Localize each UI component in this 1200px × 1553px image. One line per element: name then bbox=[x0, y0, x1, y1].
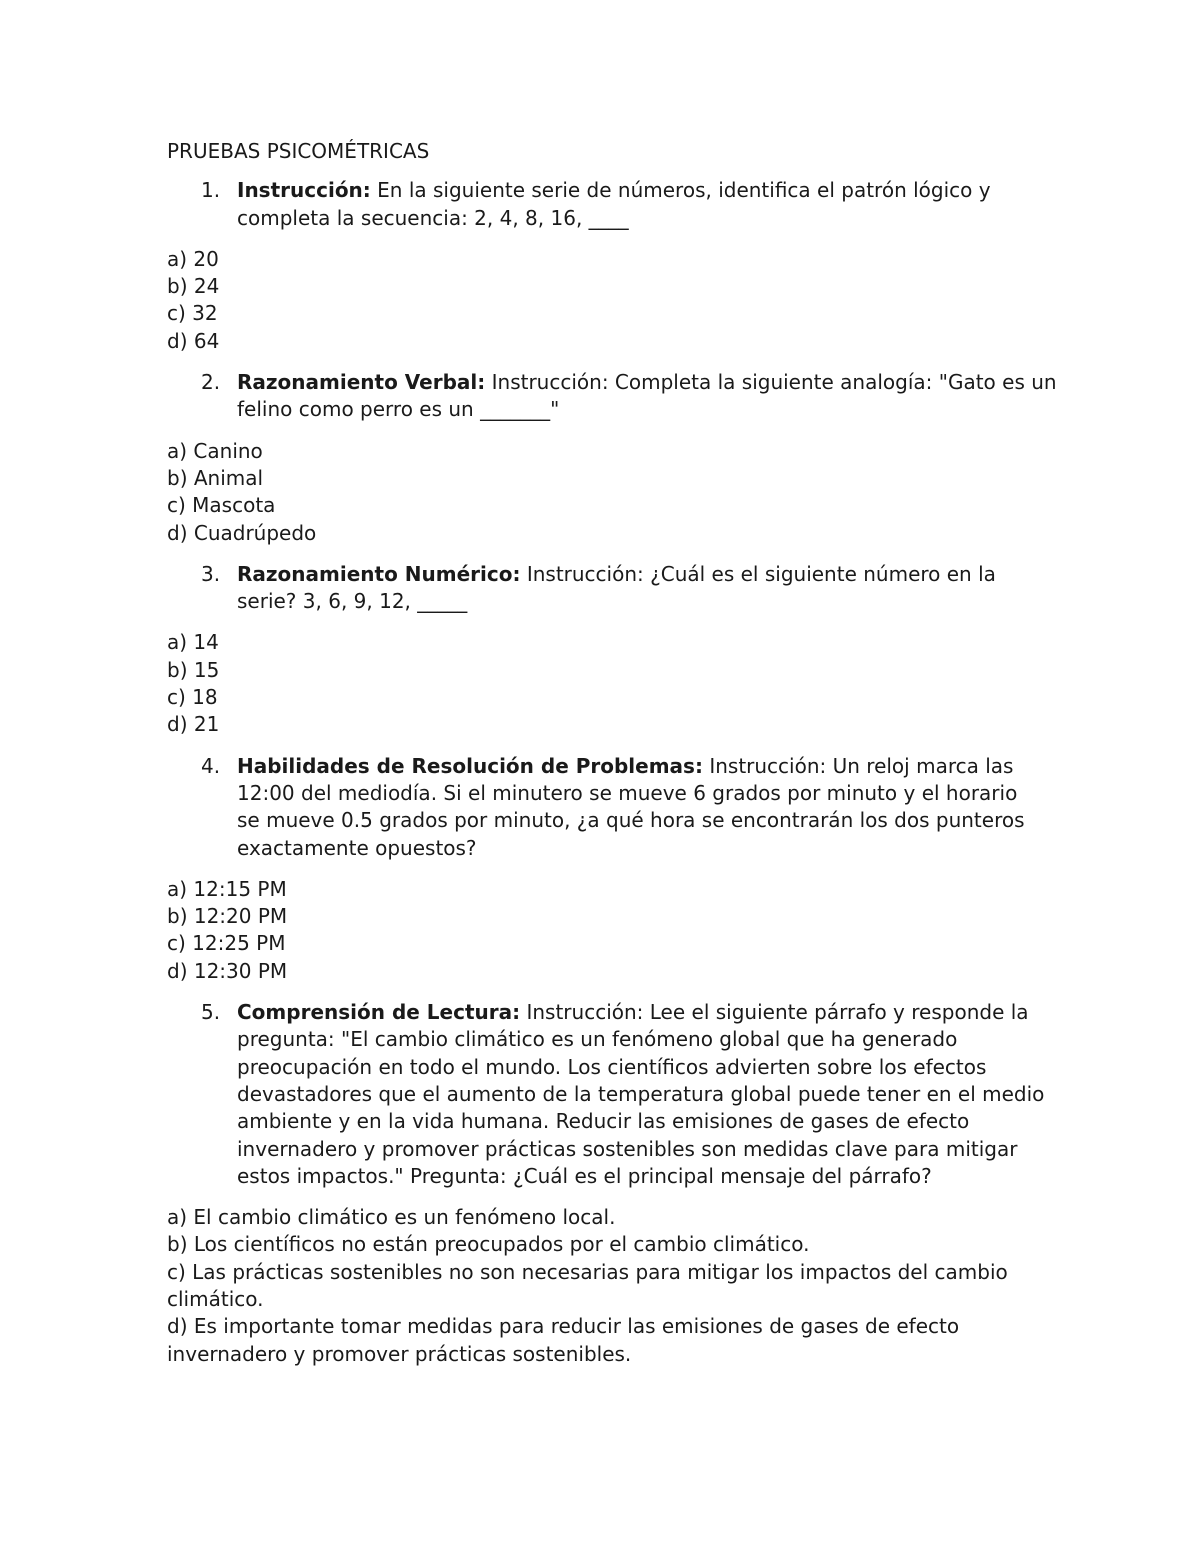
document-title: PRUEBAS PSICOMÉTRICAS bbox=[167, 139, 430, 163]
option-c: c) 32 bbox=[167, 301, 218, 326]
question-heading: Instrucción: bbox=[237, 178, 371, 203]
options-list-4 bbox=[167, 876, 1067, 985]
option-a: a) Canino bbox=[167, 438, 263, 463]
option-b: b) 24 bbox=[167, 274, 220, 299]
option-b: b) Animal bbox=[167, 465, 264, 490]
question-heading: Razonamiento Numérico: bbox=[237, 561, 521, 586]
option-d: d) 12:30 PM bbox=[167, 958, 288, 983]
option-a: a) 20 bbox=[167, 246, 219, 271]
question-4 bbox=[167, 753, 1037, 862]
option-a: a) 14 bbox=[167, 630, 219, 655]
question-text: En la siguiente serie de números, identifica el patrón lógico y completa la secuencia: 2, 4, 8, 16, ____ bbox=[237, 178, 991, 230]
option-a: a) El cambio climático es un fenómeno local. bbox=[167, 1205, 616, 1230]
question-number: 5. bbox=[201, 1000, 221, 1025]
question-number: 3. bbox=[201, 561, 221, 586]
question-heading: Razonamiento Verbal: bbox=[237, 370, 486, 395]
question-number: 1. bbox=[201, 178, 221, 203]
option-c: c) 12:25 PM bbox=[167, 931, 286, 956]
question-3 bbox=[167, 561, 1057, 616]
option-d: d) Es importante tomar medidas para reducir las emisiones de gases de efecto invernadero y promover prácticas sostenibles. bbox=[167, 1314, 960, 1366]
question-1 bbox=[167, 177, 1057, 232]
question-2 bbox=[167, 369, 1057, 424]
option-c: c) Mascota bbox=[167, 493, 276, 518]
options-list-3 bbox=[167, 629, 1067, 738]
option-c: c) 18 bbox=[167, 685, 218, 710]
options-list-1 bbox=[167, 246, 1067, 355]
option-c: c) Las prácticas sostenibles no son necesarias para mitigar los impactos del cambio climático. bbox=[167, 1259, 1008, 1311]
option-d: d) Cuadrúpedo bbox=[167, 520, 317, 545]
document-page bbox=[167, 138, 1067, 1382]
option-a: a) 12:15 PM bbox=[167, 876, 287, 901]
option-d: d) 64 bbox=[167, 328, 220, 353]
question-heading: Habilidades de Resolución de Problemas: bbox=[237, 753, 703, 778]
option-d: d) 21 bbox=[167, 712, 220, 737]
question-number: 4. bbox=[201, 753, 221, 778]
question-text: Instrucción: Lee el siguiente párrafo y responde la pregunta: "El cambio climático es un fenómeno global que ha generado preocupación en todo el mundo. Los científicos advierten sobre los efectos devastadores que el aumento de la temperatura global puede tener en el medio ambiente y en la vida humana. Reducir las emisiones de gases de efecto invernadero y promover prácticas sostenibles son medidas clave para mitigar estos impactos." Pregunta: ¿Cuál es el principal mensaje del párrafo? bbox=[237, 1000, 1045, 1188]
question-text: Instrucción: ¿Cuál es el siguiente número en la serie? 3, 6, 9, 12, _____ bbox=[237, 561, 996, 614]
question-5 bbox=[167, 999, 1057, 1190]
question-text: Instrucción: Completa la siguiente analogía: "Gato es un felino como perro es un _______" bbox=[237, 370, 1057, 422]
question-text: Instrucción: Un reloj marca las 12:00 del mediodía. Si el minutero se mueve 6 grados por minuto y el horario se mueve 0.5 grados por minuto, ¿a qué hora se encontrarán los dos punteros exactamente opuestos? bbox=[237, 753, 1025, 860]
option-b: b) 15 bbox=[167, 657, 220, 682]
options-list-2 bbox=[167, 438, 1067, 547]
question-number: 2. bbox=[201, 370, 221, 395]
question-heading: Comprensión de Lectura: bbox=[237, 1000, 521, 1025]
options-list-5 bbox=[167, 1204, 1027, 1368]
option-b: b) 12:20 PM bbox=[167, 904, 288, 929]
option-b: b) Los científicos no están preocupados por el cambio climático. bbox=[167, 1232, 810, 1257]
